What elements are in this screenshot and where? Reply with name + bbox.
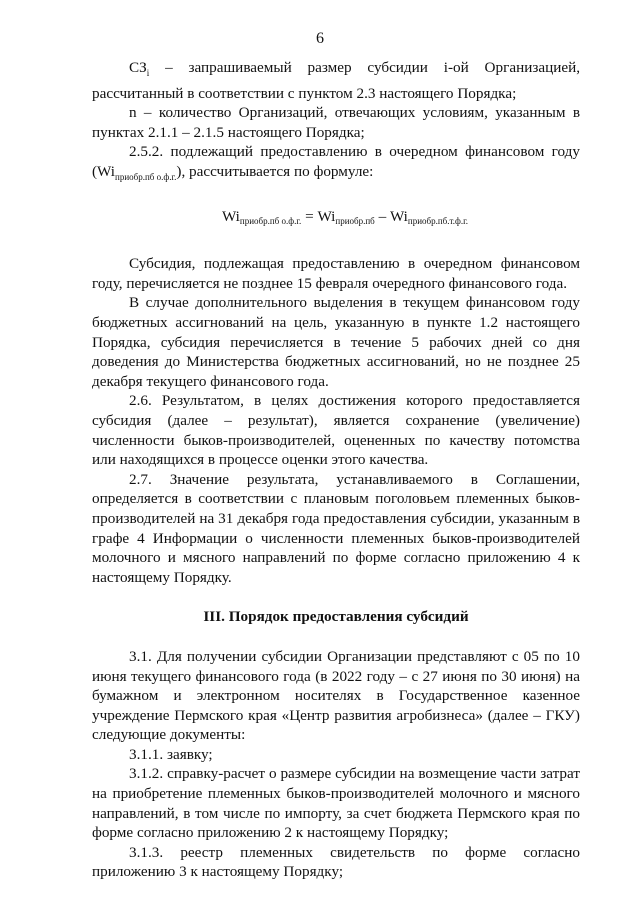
p252-text-a: 2.5.2. подлежащий предоставлению в очередном финансовом году (Wi — [92, 143, 580, 180]
p252-text-b: ), рассчитывается по формуле: — [176, 163, 374, 180]
sz-definition-text: – запрашиваемый размер субсидии i-ой Организацией, рассчитанный в соответствии с пунктом 2.3 настоящего Порядка; — [92, 59, 580, 102]
formula-term-3: Wi — [389, 207, 408, 225]
paragraph-2-7: 2.7. Значение результата, устанавливаемого в Соглашении, определяется в соответствии с плановым поголовьем племенных быков-производителей на 31 декабря года предоставления субсидии, указанным в графе 4 Информации о численности племенных быков-производителей молочного и мясного направлений по форме согласно приложению 4 к настоящему Порядку. — [92, 470, 580, 586]
formula-term-2: Wi — [317, 207, 336, 225]
paragraph-sz-definition — [92, 58, 580, 103]
formula-term-1: Wi — [221, 207, 240, 225]
section-heading: III. Порядок предоставления субсидий — [203, 608, 469, 626]
formula-sub-1: приобр.пб о.ф.г. — [239, 215, 302, 226]
formula-minus: – — [374, 207, 390, 225]
p252-subscript: приобр.пб о.ф.г. — [115, 172, 177, 183]
paragraph-3-1-2: 3.1.2. справку-расчет о размере субсидии на возмещение части затрат на приобретение племенных быков-производителей молочного и мясного направлений, в том числе по импорту, за счет бюджета Пермского края по форме согласно приложению 2 к настоящему Порядку; — [92, 765, 580, 842]
paragraph-3-1-1: 3.1.1. заявку; — [129, 745, 213, 763]
formula-equals: = — [301, 207, 318, 225]
paragraph-3-1-3: 3.1.3. реестр племенных свидетельств по форме согласно приложению 3 к настоящему Порядку; — [92, 843, 580, 881]
sz-subscript: i — [146, 68, 150, 79]
document-body — [92, 58, 580, 882]
paragraph-2-5-2 — [92, 142, 580, 187]
paragraph-additional-allocation: В случае дополнительного выделения в текущем финансовом году бюджетных ассигнований на цель, указанную в пункте 1.2 настоящего Порядка, субсидия перечисляется в течение 5 рабочих дней со дня доведения до Министерства бюджетных ассигнований, но не позднее 25 декабря текущего финансового года. — [92, 294, 580, 390]
formula — [92, 207, 580, 232]
paragraph-subsidy-transfer: Субсидия, подлежащая предоставлению в очередном финансовом году, перечисляется не позднее 15 февраля очередного финансового года. — [92, 255, 580, 292]
paragraph-n-definition: n – количество Организаций, отвечающих условиям, указанным в пунктах 2.1.1 – 2.1.5 настоящего Порядка; — [92, 104, 580, 141]
formula-sub-3: приобр.пб.т.ф.г. — [407, 215, 469, 226]
sz-symbol: СЗ — [129, 59, 147, 76]
paragraph-2-6: 2.6. Результатом, в целях достижения которого предоставляется субсидия (далее – результат), является сохранение (увеличение) численности быков-производителей, оцененных по качеству потомства или находящихся в процессе оценки этого качества. — [92, 392, 580, 469]
page-number: 6 — [316, 30, 324, 47]
formula-sub-2: приобр.пб — [335, 215, 375, 226]
paragraph-3-1: 3.1. Для получении субсидии Организации представляют с 05 по 10 июня текущего финансового года (в 2022 году – с 27 июня по 30 июня) на бумажном и электронном носителях в Государственное казенное учреждение Пермского края «Центр развития агробизнеса» (далее – ГКУ) следующие документы: — [92, 647, 580, 744]
